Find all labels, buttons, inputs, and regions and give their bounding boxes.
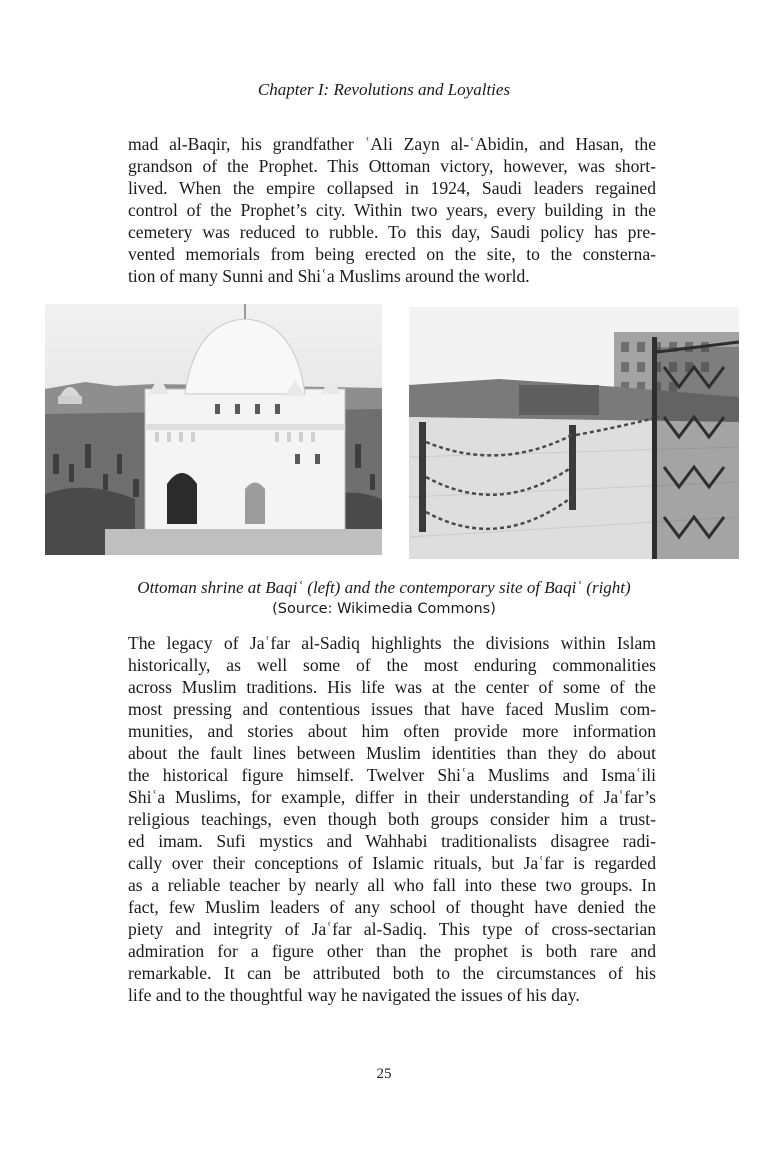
text-line: as a reliable teacher by nearly all who fall into these two groups. In bbox=[128, 875, 656, 895]
figure-caption: Ottoman shrine at Baqiʿ (left) and the contemporary site of Baqiʿ (right) bbox=[137, 578, 631, 597]
text-line: the historical figure himself. Twelver Shiʿa Muslims and Ismaʿili bbox=[128, 765, 656, 785]
text-line: admiration for a figure other than the prophet is both rare and bbox=[128, 941, 656, 961]
text-line: religious teachings, even though both groups consider him a trust- bbox=[128, 809, 656, 829]
text-line: life and to the thoughtful way he navigated the issues of his day. bbox=[128, 985, 580, 1005]
text-line: piety and integrity of Jaʿfar al-Sadiq. This type of cross-sectarian bbox=[128, 919, 656, 939]
text-line: grandson of the Prophet. This Ottoman victory, however, was short- bbox=[128, 156, 656, 176]
text-line: across Muslim traditions. His life was at the center of some of the bbox=[128, 677, 656, 697]
text-line: about the fault lines between Muslim identities than they do about bbox=[128, 743, 656, 763]
text-line: lived. When the empire collapsed in 1924, Saudi leaders regained bbox=[128, 178, 656, 198]
text-line: fact, few Muslim leaders of any school of thought have denied the bbox=[128, 897, 656, 917]
text-line: remarkable. It can be attributed both to the circumstances of his bbox=[128, 963, 656, 983]
text-line: ed imam. Sufi mystics and Wahhabi traditionalists disagree radi- bbox=[128, 831, 656, 851]
text-line: The legacy of Jaʿfar al-Sadiq highlights the divisions within Islam bbox=[128, 633, 656, 653]
text-line: historically, as well some of the most enduring commonalities bbox=[128, 655, 656, 675]
text-line: most pressing and contentious issues that have faced Muslim com- bbox=[128, 699, 656, 719]
page-number: 25 bbox=[376, 1066, 392, 1082]
text-line: control of the Prophet’s city. Within two years, every building in the bbox=[128, 200, 656, 220]
text-line: Shiʿa Muslims, for example, differ in their understanding of Jaʿfar’s bbox=[128, 787, 656, 807]
text-line: tion of many Sunni and Shiʿa Muslims around the world. bbox=[128, 266, 530, 286]
text-line: cemetery was reduced to rubble. To this day, Saudi policy has pre- bbox=[128, 222, 656, 242]
figure-source: (Source: Wikimedia Commons) bbox=[272, 601, 496, 617]
ottoman-shrine-illustration bbox=[45, 304, 382, 555]
text-line: mad al-Baqir, his grandfather ʿAli Zayn al-ʿAbidin, and Hasan, the bbox=[128, 134, 656, 154]
text-line: cally over their conceptions of Islamic rituals, but Jaʿfar is regarded bbox=[128, 853, 656, 873]
body-paragraph-1 bbox=[128, 133, 656, 287]
running-head: Chapter I: Revolutions and Loyalties bbox=[257, 80, 511, 99]
contemporary-baqi-photo bbox=[409, 307, 739, 559]
ottoman-shrine-photo bbox=[45, 304, 382, 555]
text-line: munities, and stories about him often provide more information bbox=[128, 721, 656, 741]
text-line: vented memorials from being erected on the site, to the consterna- bbox=[128, 244, 656, 264]
body-paragraph-2 bbox=[128, 632, 656, 1006]
contemporary-baqi-illustration bbox=[409, 307, 739, 559]
